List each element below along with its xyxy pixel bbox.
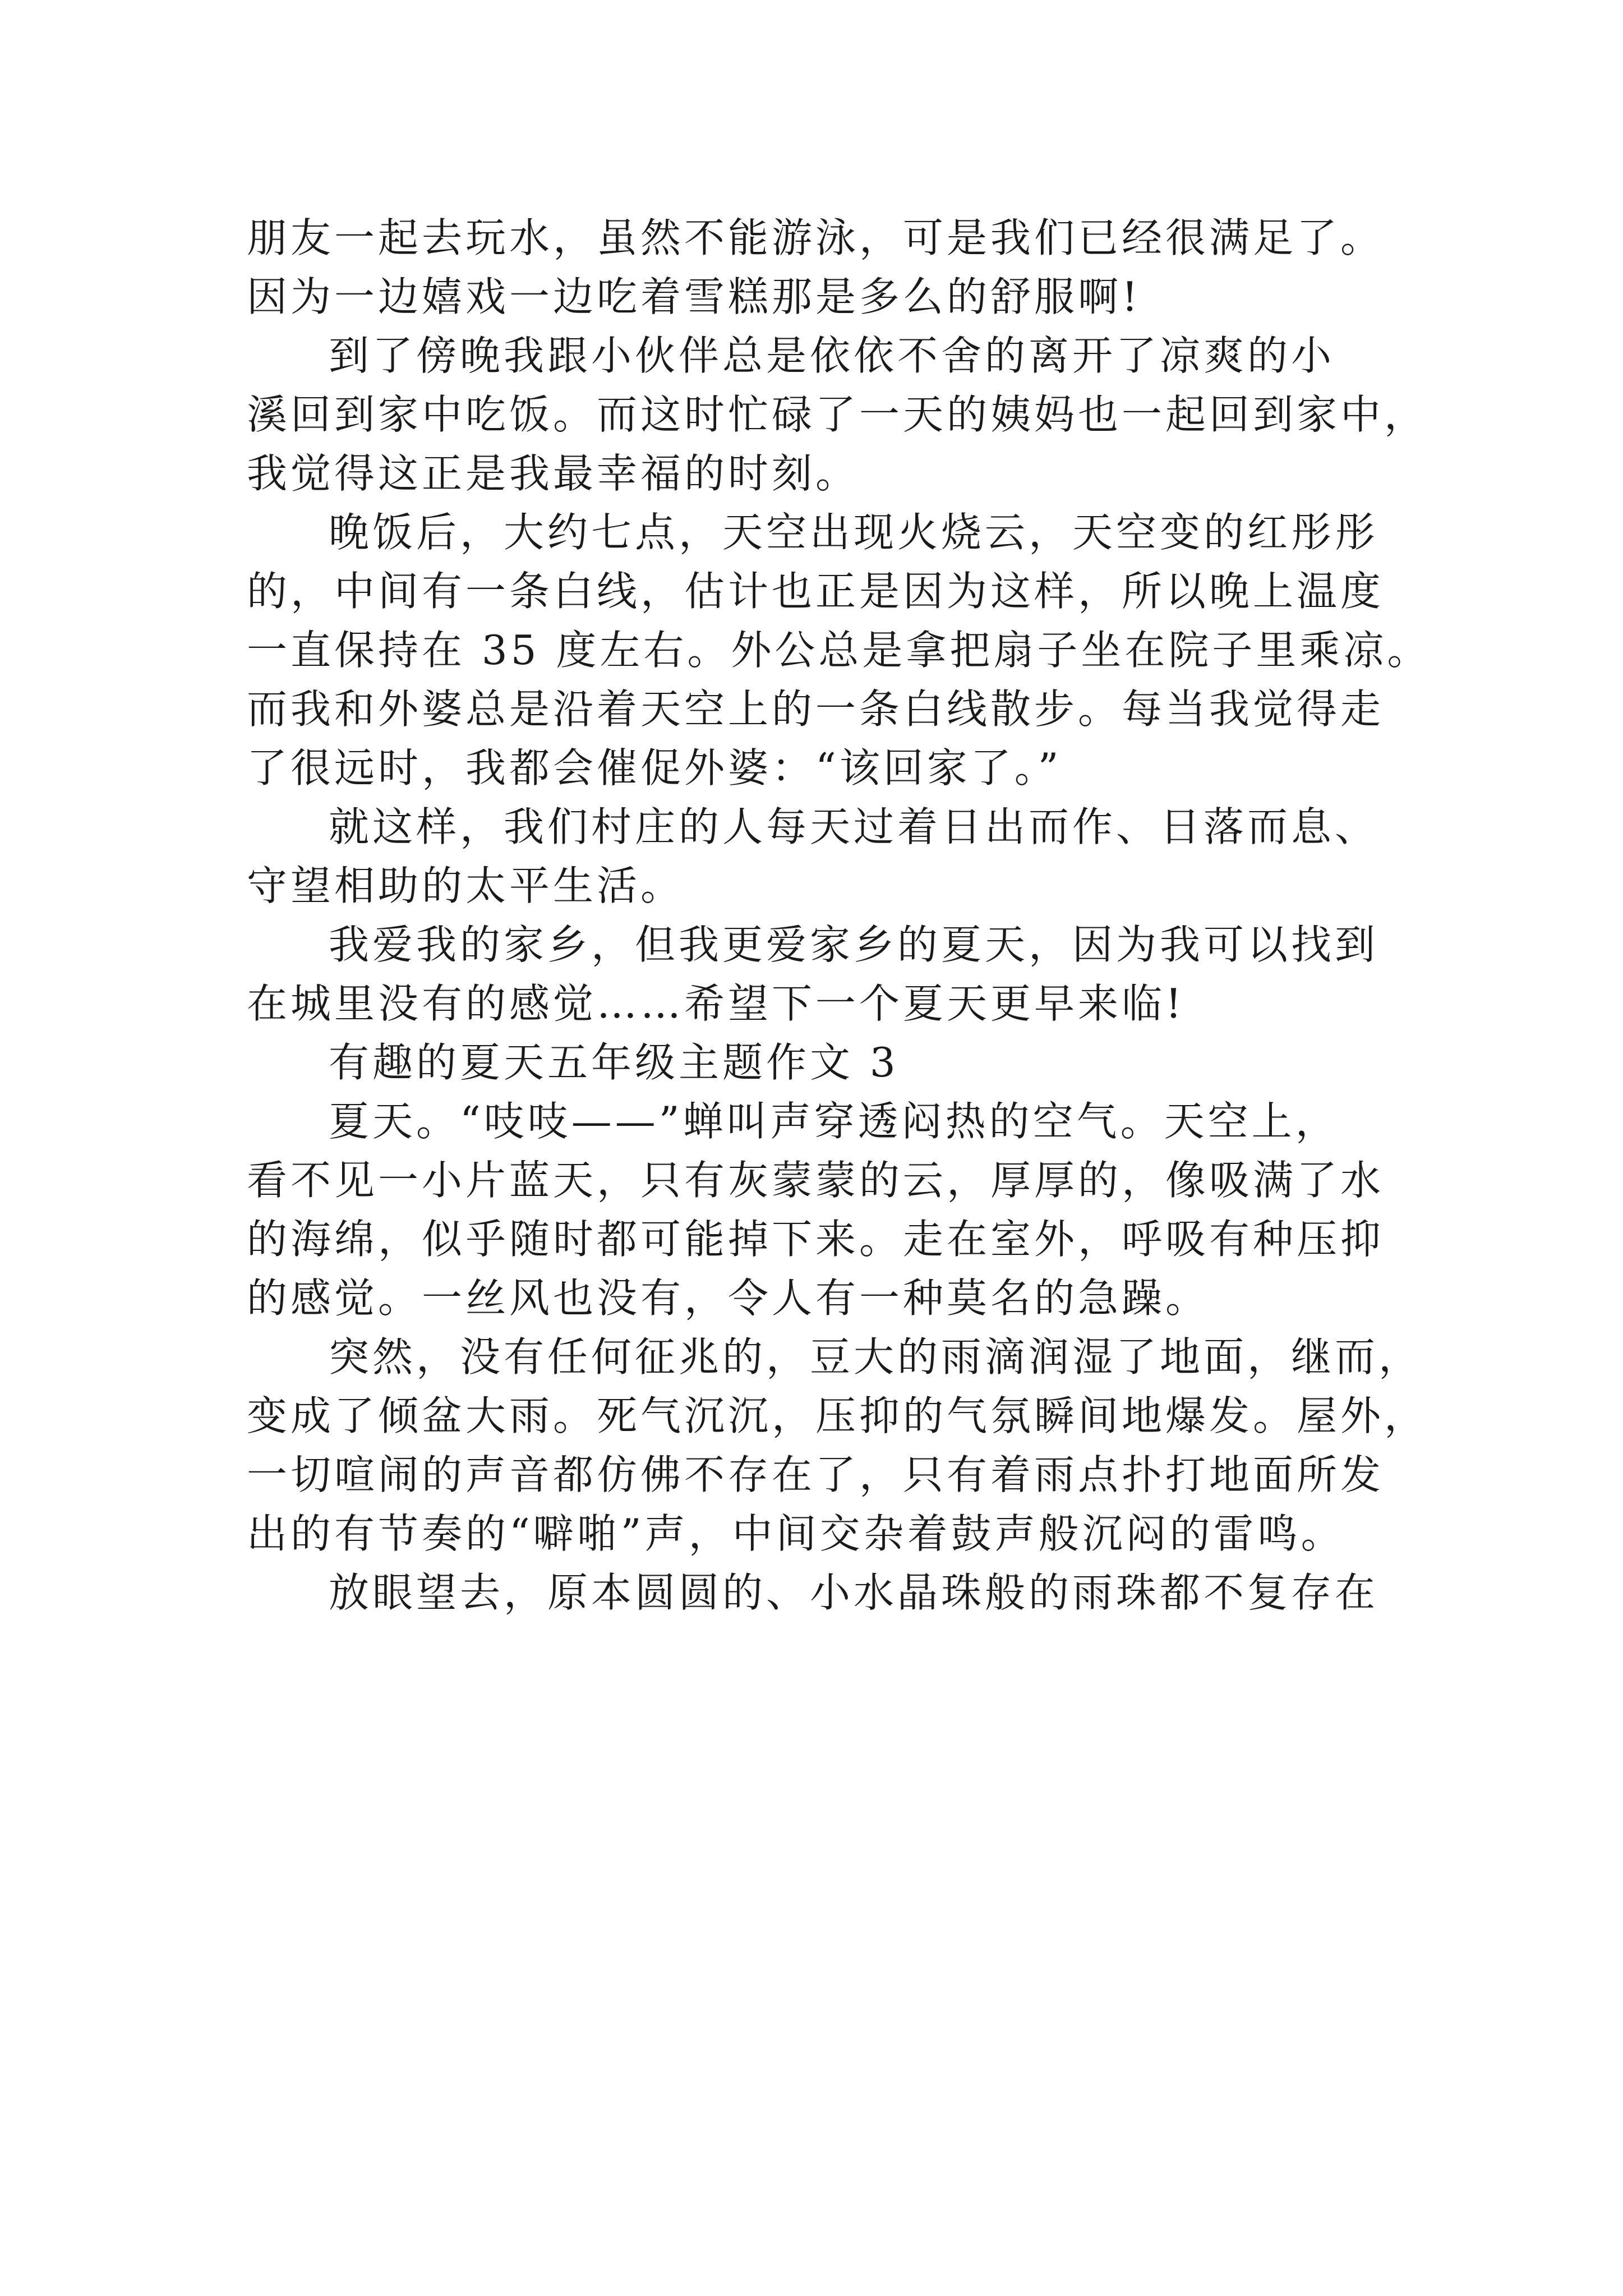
document-body xyxy=(247,209,1431,1622)
text-line: 出的有节奏的“噼啪”声，中间交杂着鼓声般沉闷的雷鸣。 xyxy=(247,1510,1345,1557)
text-line: 的感觉。一丝风也没有，令人有一种莫名的急躁。 xyxy=(247,1274,1210,1322)
text-line: 放眼望去，原本圆圆的、小水晶珠般的雨珠都不复存在 xyxy=(329,1569,1379,1616)
text-line: 我觉得这正是我最幸福的时刻。 xyxy=(247,450,860,497)
paragraph xyxy=(247,326,1428,503)
text-line: 有趣的夏天五年级主题作文 3 xyxy=(329,1039,899,1086)
paragraph xyxy=(247,915,1413,1033)
paragraph xyxy=(247,1033,1413,1092)
text-line: 一切喧闹的声音都仿佛不存在了，只有着雨点扑打地面所发 xyxy=(247,1451,1385,1498)
text-line: 在城里没有的感觉……希望下一个夏天更早来临! xyxy=(247,980,1185,1027)
text-line: 变成了倾盆大雨。死气沉沉，压抑的气氛瞬间地爆发。屋外， xyxy=(247,1392,1428,1439)
text-line: 就这样，我们村庄的人每天过着日出而作、日落而息、 xyxy=(329,803,1379,850)
text-line: 朋友一起去玩水，虽然不能游泳，可是我们已经很满足了。 xyxy=(247,214,1385,261)
text-line: 溪回到家中吃饭。而这时忙碌了一天的姨妈也一起回到家中， xyxy=(247,391,1428,438)
text-line: 而我和外婆总是沿着天空上的一条白线散步。每当我觉得走 xyxy=(247,685,1385,733)
text-line: 晚饭后，大约七点，天空出现火烧云，天空变的红彤彤 xyxy=(329,509,1379,556)
text-line: 到了傍晚我跟小伙伴总是依依不舍的离开了凉爽的小 xyxy=(329,332,1335,379)
paragraph xyxy=(247,209,1413,326)
text-line: 的海绵，似乎随时都可能掉下来。走在室外，呼吸有种压抑 xyxy=(247,1216,1385,1263)
paragraph xyxy=(247,1563,1413,1622)
text-line: 夏天。“吱吱——”蝉叫声穿透闷热的空气。天空上， xyxy=(329,1098,1339,1145)
text-line: 看不见一小片蓝天，只有灰蒙蒙的云，厚厚的，像吸满了水 xyxy=(247,1157,1385,1204)
text-line: 了很远时，我都会催促外婆：“该回家了。” xyxy=(247,744,1062,792)
paragraph xyxy=(247,798,1413,915)
paragraph xyxy=(247,1328,1428,1563)
text-line: 因为一边嬉戏一边吃着雪糕那是多么的舒服啊! xyxy=(247,273,1141,320)
text-line: 的，中间有一条白线，估计也正是因为这样，所以晚上温度 xyxy=(247,568,1385,615)
text-line: 突然，没有任何征兆的，豆大的雨滴润湿了地面，继而， xyxy=(329,1333,1423,1381)
paragraph xyxy=(247,1092,1413,1328)
text-line: 一直保持在 35 度左右。外公总是拿把扇子坐在院子里乘凉。 xyxy=(247,627,1431,674)
text-line: 守望相助的太平生活。 xyxy=(247,862,685,909)
paragraph xyxy=(247,503,1431,798)
text-line: 我爱我的家乡，但我更爱家乡的夏天，因为我可以找到 xyxy=(329,921,1379,968)
